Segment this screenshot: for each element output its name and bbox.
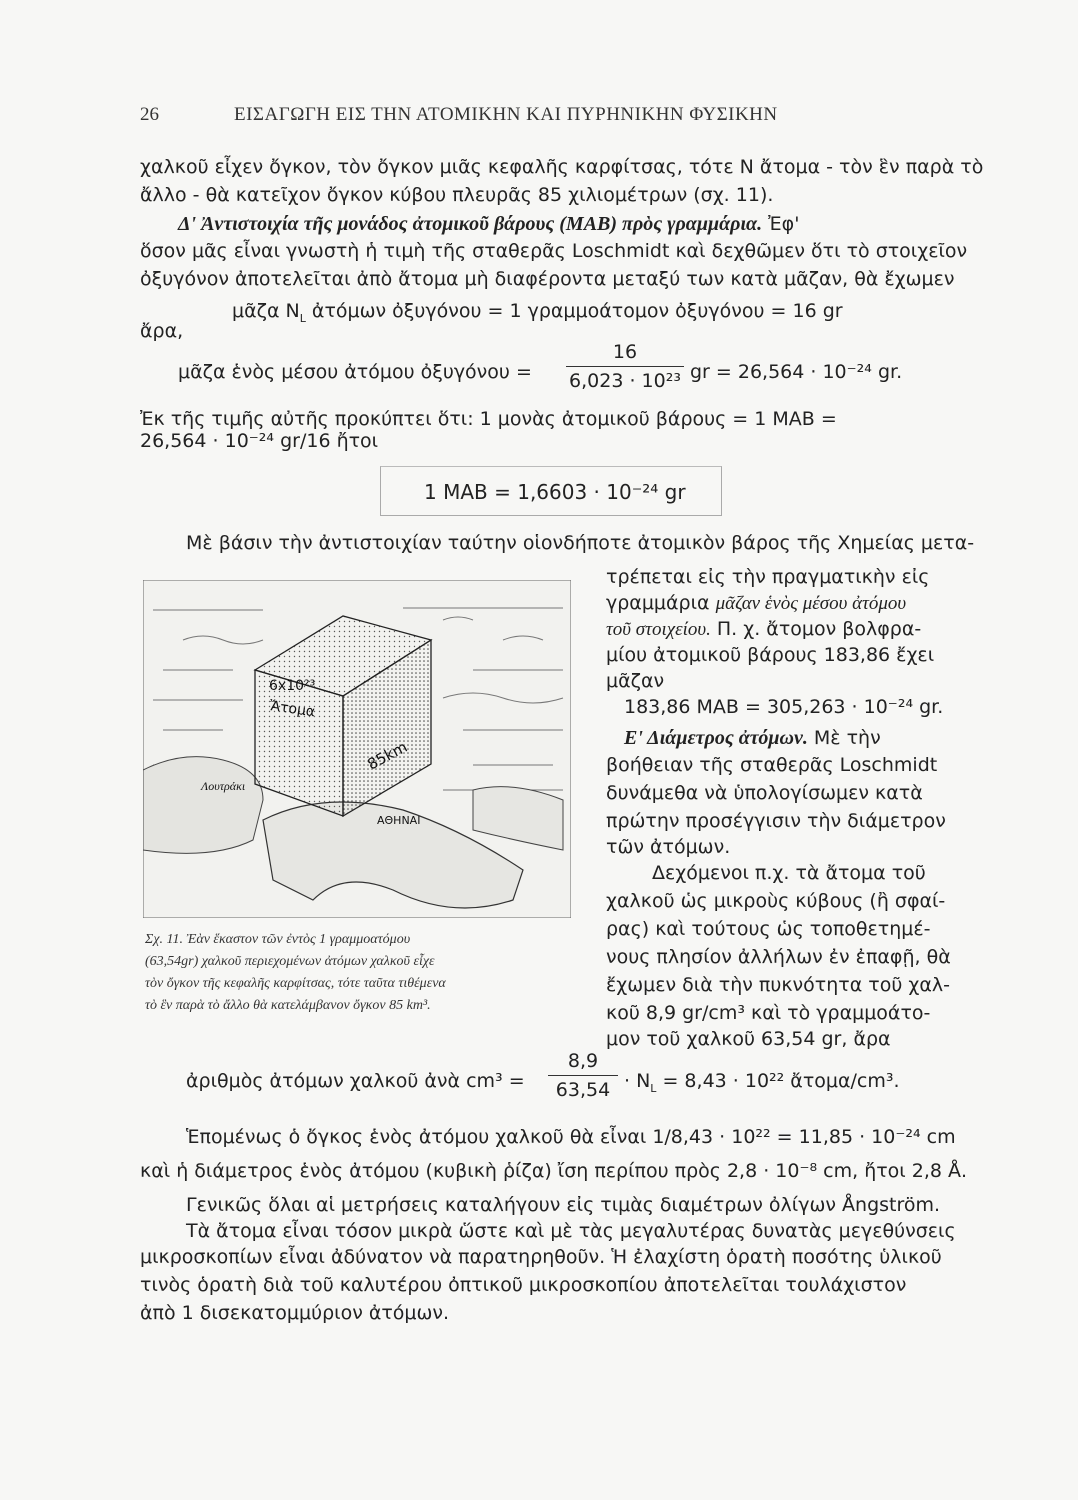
text-line: τῶν ἀτόμων. xyxy=(606,836,731,858)
text-line xyxy=(606,594,906,613)
text-line: Μὲ βάσιν τὴν ἀντιστοιχίαν ταύτην οἱονδήποτε ἀτομικὸν βάρος τῆς Χημείας μετα- xyxy=(186,532,975,554)
eq2-numerator: 16 xyxy=(612,341,638,363)
eq-subscript: L xyxy=(650,1081,657,1095)
text-line: νους πλησίον ἀλλήλων ἐν ἐπαφῇ, θὰ xyxy=(606,946,951,968)
figure-caption-line: τὸν ὄγκον τῆς κεφαλῆς καρφίτσας, τότε ταῦτα τιθέμενα xyxy=(145,976,446,991)
eq3-denominator: 63,54 xyxy=(555,1079,611,1101)
figure-caption-line: (63,54gr) χαλκοῦ περιεχομένων ἀτόμων χαλκοῦ εἶχε xyxy=(145,954,435,969)
text-line: τρέπεται εἰς τὴν πραγματικὴν εἰς xyxy=(606,566,930,588)
text-italic: μᾶζαν ἑνὸς μέσου ἀτόμου xyxy=(715,593,907,614)
text-line: ἄλλο - θὰ κατεῖχον ὄγκον κύβου πλευρᾶς 85 χιλιομέτρων (σχ. 11). xyxy=(140,184,774,206)
text-fragment: Μὲ τὴν xyxy=(807,727,881,749)
eq3-fraction xyxy=(548,1050,618,1101)
text-fragment: Π. χ. ἄτομον βολφρα- xyxy=(710,618,922,640)
text-fragment: γραμμάρια xyxy=(606,592,716,614)
fraction-bar xyxy=(548,1075,618,1076)
eq-part: ἀτόμων ὀξυγόνου = 1 γραμμοάτομον ὀξυγόνου = 16 gr xyxy=(305,300,843,322)
cube-label-atoms: Ἄτομα xyxy=(268,698,317,721)
place-loutraki: Λουτράκι xyxy=(201,779,246,793)
eq-part: · N xyxy=(624,1070,651,1092)
text-line: δυνάμεθα νὰ ὑπολογίσωμεν κατὰ xyxy=(606,782,923,804)
text-line: Γενικῶς ὅλαι αἱ μετρήσεις καταλήγουν εἰς τιμὰς διαμέτρων ὀλίγων Ångström. xyxy=(186,1194,941,1216)
eq2-label: μᾶζα ἑνὸς μέσου ἀτόμου ὀξυγόνου = xyxy=(178,361,532,383)
text-fragment: Ἐφ' xyxy=(768,213,800,235)
eq2-fraction xyxy=(566,341,684,392)
text-line: Ἑπομένως ὁ ὄγκος ἑνὸς ἀτόμου χαλκοῦ θὰ εἶναι 1/8,43 · 10²² = 11,85 · 10⁻²⁴ cm xyxy=(186,1126,956,1148)
boxed-equation: 1 ΜΑΒ = 1,6603 · 10⁻²⁴ gr xyxy=(424,480,686,504)
land-mass xyxy=(143,757,263,854)
text-line: ἄρα, xyxy=(140,320,184,342)
fraction-bar xyxy=(566,366,684,367)
text-line: ἀπὸ 1 δισεκατομμύριον ἀτόμων. xyxy=(140,1302,450,1324)
figure-illustration xyxy=(143,580,571,918)
text-line: μικροσκοπίων εἶναι ἀδύνατον νὰ παρατηρηθοῦν. Ἡ ἐλαχίστη ὁρατὴ ποσότης ὑλικοῦ xyxy=(140,1246,942,1268)
text-line: ἔχωμεν διὰ τὴν πυκνότητα τοῦ χαλ- xyxy=(606,974,950,996)
eq-subscript: L xyxy=(299,311,306,325)
figure-caption-line: τὸ ἓν παρὰ τὸ ἄλλο θὰ κατελάμβανον ὄγκον 85 km³. xyxy=(145,998,431,1013)
equation-mass-NL xyxy=(232,302,843,324)
text-italic: τοῦ στοιχείου. xyxy=(606,619,711,640)
text-line: πρώτην προσέγγισιν τὴν διάμετρον xyxy=(606,810,946,832)
eq3-numerator: 8,9 xyxy=(567,1050,599,1072)
place-athens: ΑΘΗΝΑΙ xyxy=(377,814,421,827)
eq-part: μᾶζα N xyxy=(232,300,300,322)
section-d-line xyxy=(178,214,799,234)
eq3-result xyxy=(624,1072,900,1094)
text-line xyxy=(606,620,921,639)
cube-label-count: 6x10²³ xyxy=(269,678,316,694)
figure-cube-over-attica xyxy=(143,580,571,918)
page-number: 26 xyxy=(140,104,159,125)
text-line: ρας) καὶ τούτους ὡς τοποθετημέ- xyxy=(606,918,931,940)
text-line xyxy=(624,728,881,748)
cube-edge-label: 85km xyxy=(364,737,411,774)
text-line: χαλκοῦ εἶχεν ὄγκον, τὸν ὄγκον μιᾶς κεφαλῆς καρφίτσας, τότε Ν ἄτομα - τὸν ἓν παρὰ τὸ xyxy=(140,156,984,178)
text-line: μίου ἀτομικοῦ βάρους 183,86 ἔχει xyxy=(606,644,935,666)
figure-caption-line: Σχ. 11. Ἐὰν ἕκαστον τῶν ἐντὸς 1 γραμμοατόμου xyxy=(145,932,411,947)
text-line: 183,86 ΜΑΒ = 305,263 · 10⁻²⁴ gr. xyxy=(624,696,944,718)
text-line: 26,564 · 10⁻²⁴ gr/16 ἤτοι xyxy=(140,430,379,452)
eq3-label: ἀριθμὸς ἀτόμων χαλκοῦ ἀνὰ cm³ = xyxy=(186,1070,525,1092)
section-heading-d: Δ' Ἀντιστοιχία τῆς μονάδος ἀτομικοῦ βάρους (ΜΑΒ) πρὸς γραμμάρια. xyxy=(178,213,763,235)
text-line: Δεχόμενοι π.χ. τὰ ἄτομα τοῦ xyxy=(652,862,926,884)
text-line: μον τοῦ χαλκοῦ 63,54 gr, ἄρα xyxy=(606,1028,891,1050)
text-line: Τὰ ἄτομα εἶναι τόσον μικρὰ ὥστε καὶ μὲ τὰς μεγαλυτέρας δυνατὰς μεγεθύνσεις xyxy=(186,1220,956,1242)
text-line: κοῦ 8,9 gr/cm³ καὶ τὸ γραμμοάτο- xyxy=(606,1002,931,1024)
eq-part: = 8,43 · 10²² ἄτομα/cm³. xyxy=(656,1070,900,1092)
text-line: Ἐκ τῆς τιμῆς αὐτῆς προκύπτει ὅτι: 1 μονὰς ἀτομικοῦ βάρους = 1 ΜΑΒ = xyxy=(140,408,837,430)
text-line: τινὸς ὁρατὴ διὰ τοῦ καλυτέρου ὀπτικοῦ μικροσκοπίου ἀποτελεῖται τουλάχιστον xyxy=(140,1274,907,1296)
text-line: ὅσον μᾶς εἶναι γνωστὴ ἡ τιμὴ τῆς σταθερᾶς Loschmidt καὶ δεχθῶμεν ὅτι τὸ στοιχεῖον xyxy=(140,240,968,262)
text-line: μᾶζαν xyxy=(606,670,665,692)
running-header: ΕΙΣΑΓΩΓΗ ΕΙΣ ΤΗΝ ΑΤΟΜΙΚΗΝ ΚΑΙ ΠΥΡΗΝΙΚΗΝ ΦΥΣΙΚΗΝ xyxy=(234,104,778,125)
text-line: χαλκοῦ ὡς μικροὺς κύβους (ἢ σφαί- xyxy=(606,890,946,912)
eq2-result: gr = 26,564 · 10⁻²⁴ gr. xyxy=(690,361,903,383)
section-heading-e: Ε' Διάμετρος ἀτόμων. xyxy=(624,727,808,749)
eq2-denominator: 6,023 · 10²³ xyxy=(569,370,681,392)
text-line: ὀξυγόνον ἀποτελεῖται ἀπὸ ἄτομα μὴ διαφέροντα μεταξύ των κατὰ μᾶζαν, θὰ ἔχωμεν xyxy=(140,268,955,290)
text-line: βοήθειαν τῆς σταθερᾶς Loschmidt xyxy=(606,754,938,776)
text-line: καὶ ἡ διάμετρος ἑνὸς ἀτόμου (κυβικὴ ῥίζα) ἴση περίπου πρὸς 2,8 · 10⁻⁸ cm, ἤτοι 2,8 Å. xyxy=(140,1160,968,1182)
